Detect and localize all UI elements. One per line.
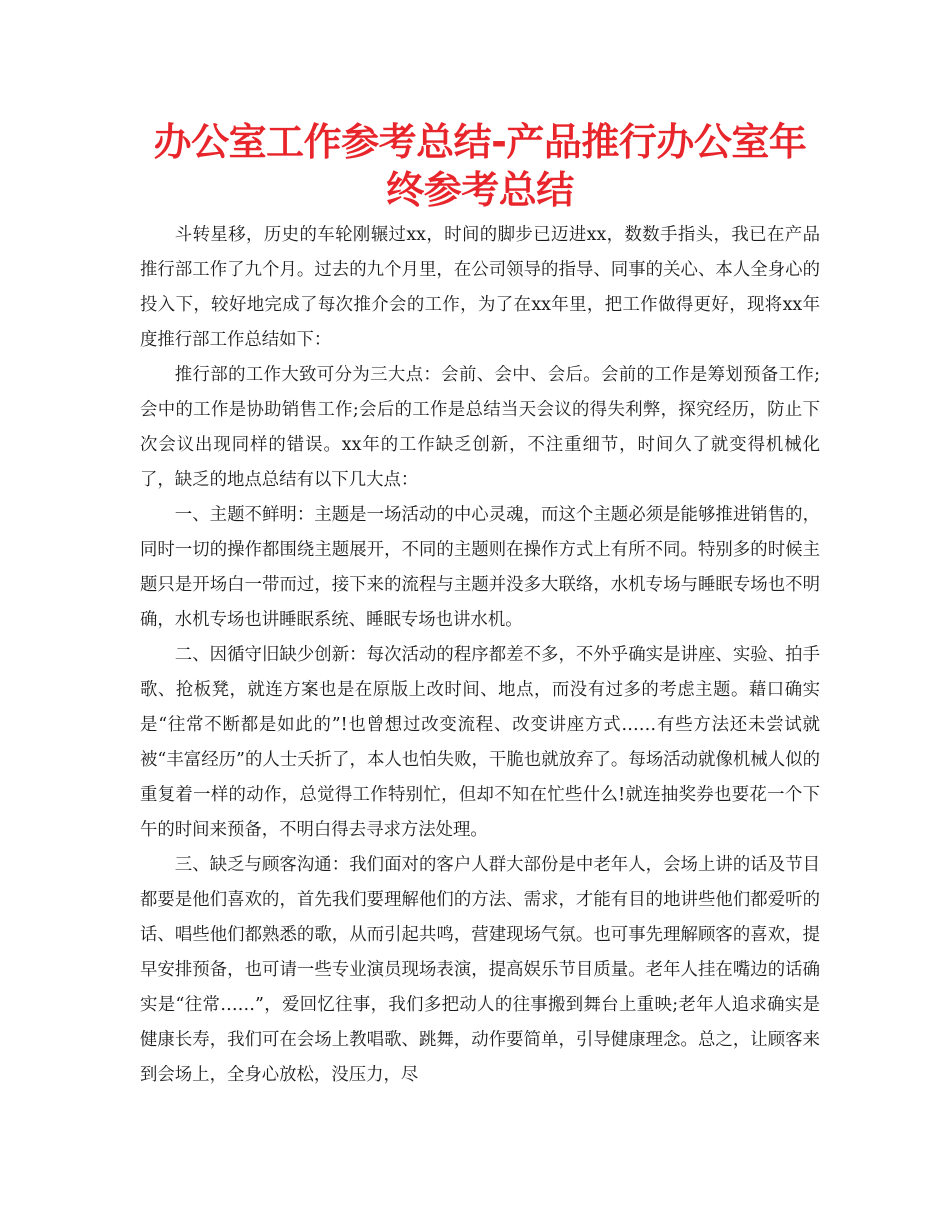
paragraph-intro: 斗转星移，历史的车轮刚辗过xx，时间的脚步已迈进xx，数数手指头，我已在产品推行部工作了九个月。过去的九个月里，在公司领导的指导、同事的关心、本人全身心的投入下，较好地完成了每次推介会的工作，为了在xx年里，把工作做得更好，现将xx年度推行部工作总结如下： [140,225,820,350]
document-page [140,118,820,1093]
paragraph-overview: 推行部的工作大致可分为三大点：会前、会中、会后。会前的工作是筹划预备工作;会中的工作是协助销售工作;会后的工作是总结当天会议的得失利弊，探究经历，防止下次会议出现同样的错误。xx年的工作缺乏创新，不注重细节，时间久了就变得机械化了，缺乏的地点总结有以下几大点： [140,365,820,490]
paragraph-point-two: 二、因循守旧缺少创新：每次活动的程序都差不多，不外乎确实是讲座、实验、拍手歌、抢板凳，就连方案也是在原版上改时间、地点，而没有过多的考虑主题。藉口确实是“往常不断都是如此的”!也曾想过改变流程、改变讲座方式……有些方法还未尝试就被“丰富经历”的人士夭折了，本人也怕失败，干脆也就放弃了。每场活动就像机械人似的重复着一样的动作，总觉得工作特别忙，但却不知在忙些什么!就连抽奖券也要花一个下午的时间来预备，不明白得去寻求方法处理。 [140,645,820,840]
paragraph-point-three: 三、缺乏与顾客沟通：我们面对的客户人群大部份是中老年人，会场上讲的话及节目都要是他们喜欢的，首先我们要理解他们的方法、需求，才能有目的地讲些他们都爱听的话、唱些他们都熟悉的歌，从而引起共鸣，营建现场气氛。也可事先理解顾客的喜欢，提早安排预备，也可请一些专业演员现场表演，提高娱乐节目质量。老年人挂在嘴边的话确实是“往常……”，爱回忆往事，我们多把动人的往事搬到舞台上重映;老年人追求确实是健康长寿，我们可在会场上教唱歌、跳舞，动作要简单，引导健康理念。总之，让顾客来到会场上，全身心放松，没压力，尽 [140,855,820,1085]
document-title: 办公室工作参考总结-产品推行办公室年终参考总结 [153,120,807,212]
document-body [140,218,820,1093]
paragraph-point-one: 一、主题不鲜明：主题是一场活动的中心灵魂，而这个主题必须是能够推进销售的，同时一切的操作都围绕主题展开，不同的主题则在操作方式上有所不同。特别多的时候主题只是开场白一带而过，接下来的流程与主题并没多大联络，水机专场与睡眠专场也不明确，水机专场也讲睡眠系统、睡眠专场也讲水机。 [140,505,820,630]
